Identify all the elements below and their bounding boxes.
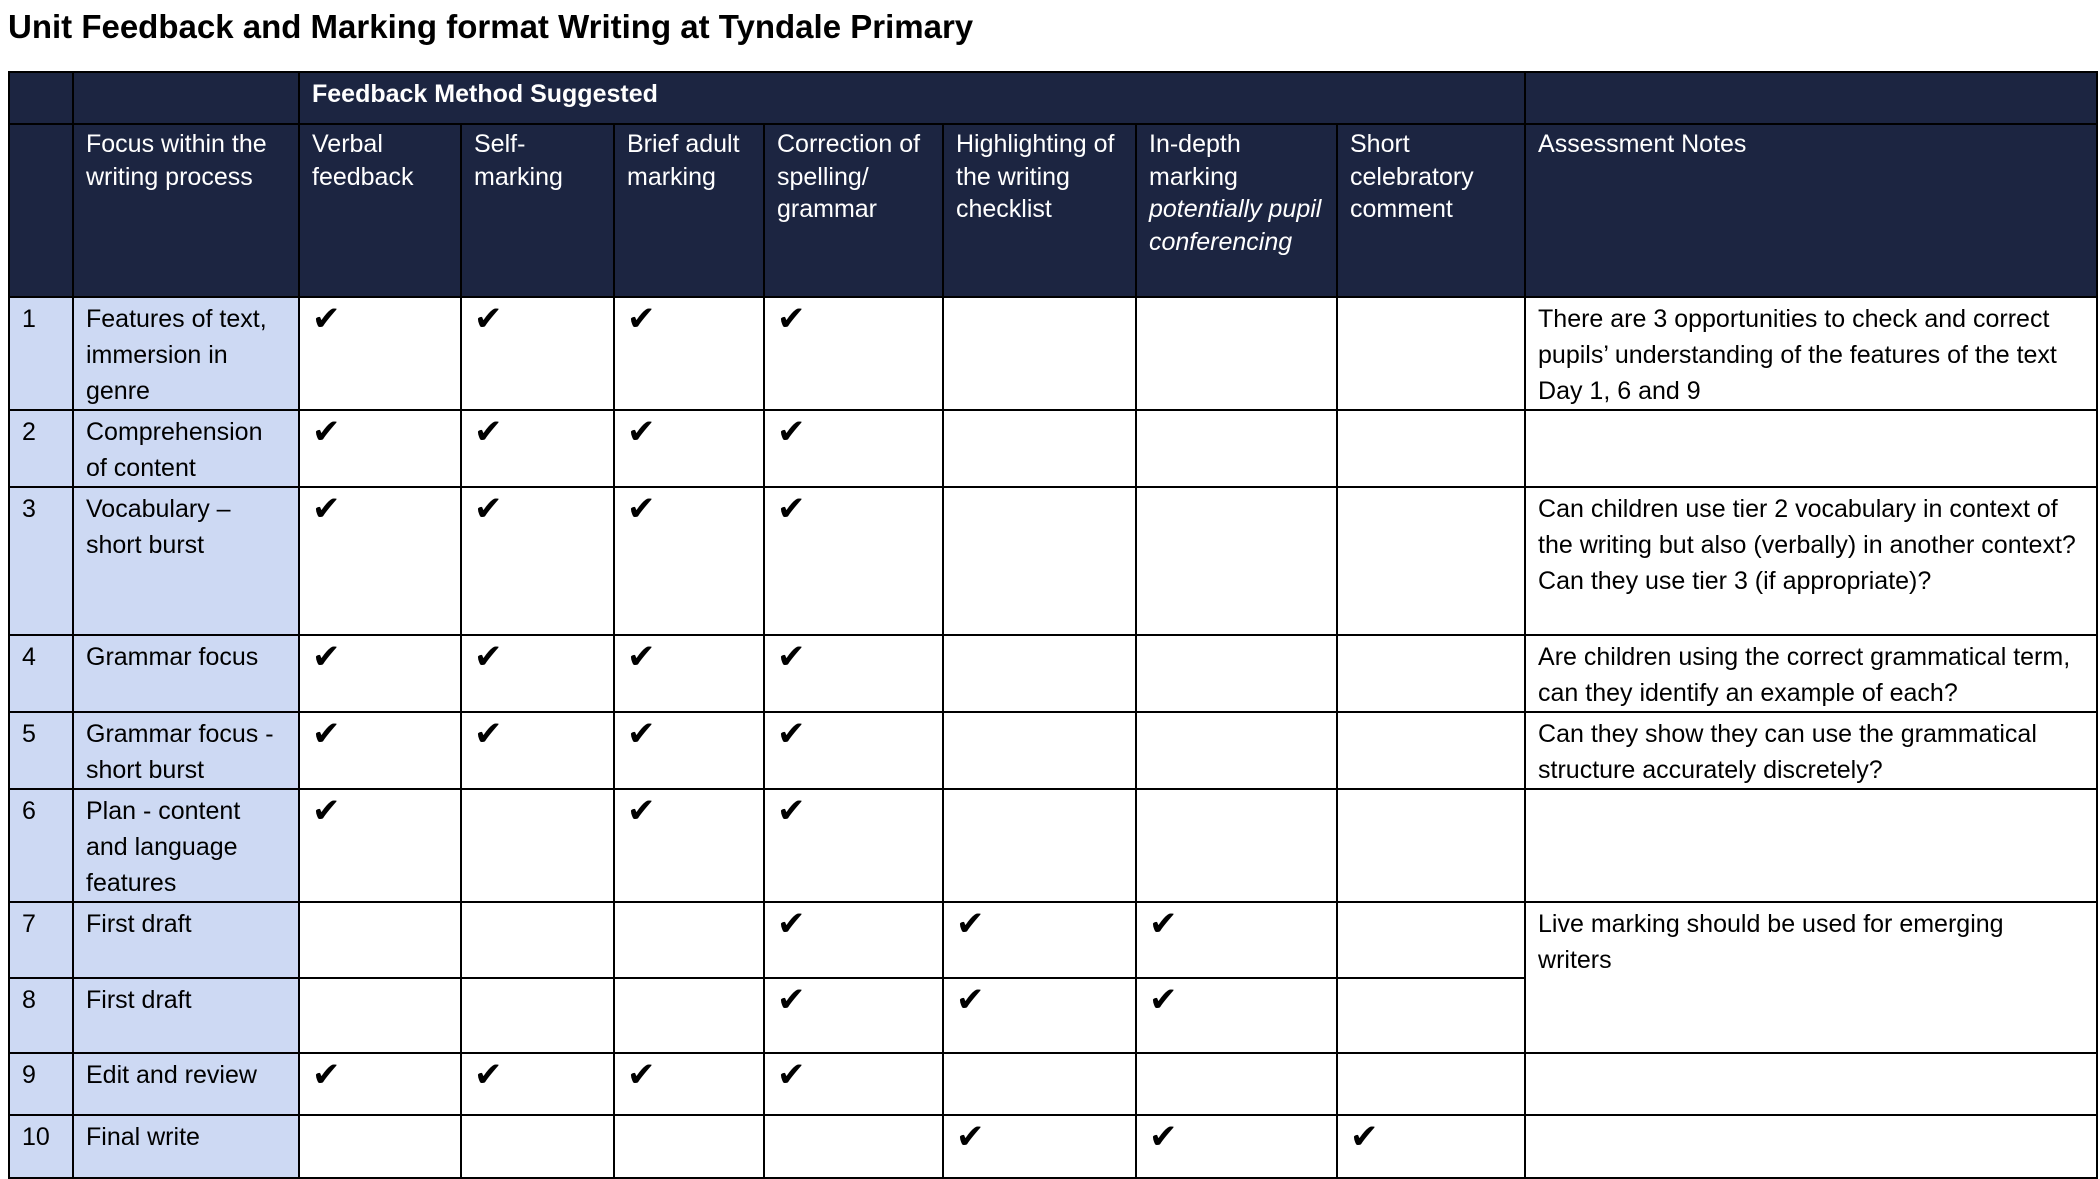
cell-verbal (299, 712, 461, 789)
cell-correction (764, 978, 943, 1053)
check-mark-icon: ✔ (312, 714, 341, 754)
cell-indepth (1136, 487, 1337, 635)
check-mark-icon: ✔ (777, 299, 806, 339)
check-mark-icon: ✔ (312, 489, 341, 529)
cell-correction (764, 297, 943, 410)
cell-brief (614, 410, 764, 487)
assessment-notes-cell (1525, 712, 2097, 789)
cell-verbal (299, 978, 461, 1053)
column-header-indepth-italic: potentially pupil conferencing (1149, 195, 1322, 256)
assessment-note-text: Live marking should be used for emerging writers (1538, 910, 2004, 974)
row-focus: Final write (73, 1115, 299, 1178)
check-mark-icon: ✔ (956, 980, 985, 1020)
cell-verbal (299, 635, 461, 712)
cell-brief (614, 902, 764, 978)
cell-indepth (1136, 978, 1337, 1053)
row-focus: Features of text, immersion in genre (73, 297, 299, 410)
row-focus: Grammar focus - short burst (73, 712, 299, 789)
cell-self (461, 902, 614, 978)
check-mark-icon: ✔ (474, 1055, 503, 1095)
check-mark-icon: ✔ (627, 412, 656, 452)
cell-self (461, 1053, 614, 1115)
column-header-verbal: Verbal feedback (299, 124, 461, 297)
cell-brief (614, 487, 764, 635)
check-mark-icon: ✔ (627, 637, 656, 677)
cell-correction (764, 635, 943, 712)
row-number: 8 (9, 978, 73, 1053)
cell-highlighting (943, 635, 1136, 712)
cell-short (1337, 712, 1525, 789)
check-mark-icon: ✔ (777, 904, 806, 944)
assessment-notes-cell (1525, 1115, 2097, 1178)
cell-self (461, 1115, 614, 1178)
row-number: 7 (9, 902, 73, 978)
cell-indepth (1136, 902, 1337, 978)
table-row (9, 410, 2097, 487)
cell-self (461, 789, 614, 902)
assessment-notes-cell (1525, 789, 2097, 902)
cell-highlighting (943, 978, 1136, 1053)
check-mark-icon: ✔ (777, 714, 806, 754)
cell-indepth (1136, 1053, 1337, 1115)
cell-indepth (1136, 789, 1337, 902)
cell-self (461, 410, 614, 487)
cell-correction (764, 902, 943, 978)
cell-verbal (299, 487, 461, 635)
cell-short (1337, 487, 1525, 635)
check-mark-icon: ✔ (474, 637, 503, 677)
cell-highlighting (943, 410, 1136, 487)
cell-highlighting (943, 712, 1136, 789)
column-header-notes: Assessment Notes (1525, 124, 2097, 297)
check-mark-icon: ✔ (777, 1055, 806, 1095)
check-mark-icon: ✔ (777, 791, 806, 831)
check-mark-icon: ✔ (312, 1055, 341, 1095)
cell-brief (614, 635, 764, 712)
check-mark-icon: ✔ (777, 412, 806, 452)
cell-self (461, 978, 614, 1053)
column-header-highlighting: Highlighting of the writing checklist (943, 124, 1136, 297)
check-mark-icon: ✔ (312, 299, 341, 339)
column-header-correction: Correction of spelling/ grammar (764, 124, 943, 297)
column-header-indepth (1136, 124, 1337, 297)
group-header-empty-num (9, 72, 73, 124)
cell-highlighting (943, 902, 1136, 978)
check-mark-icon: ✔ (474, 412, 503, 452)
row-focus: Edit and review (73, 1053, 299, 1115)
assessment-note-text: There are 3 opportunities to check and correct pupils’ understanding of the features of the text Day 1, 6 and 9 (1538, 305, 2057, 405)
column-header-row (9, 124, 2097, 297)
cell-verbal (299, 410, 461, 487)
cell-short (1337, 1115, 1525, 1178)
row-focus: First draft (73, 978, 299, 1053)
cell-self (461, 297, 614, 410)
cell-brief (614, 297, 764, 410)
cell-brief (614, 789, 764, 902)
cell-short (1337, 410, 1525, 487)
check-mark-icon: ✔ (474, 299, 503, 339)
check-mark-icon: ✔ (777, 980, 806, 1020)
row-number: 10 (9, 1115, 73, 1178)
column-header-brief: Brief adult marking (614, 124, 764, 297)
cell-short (1337, 789, 1525, 902)
table-row (9, 789, 2097, 902)
assessment-notes-cell (1525, 487, 2097, 635)
cell-self (461, 712, 614, 789)
group-header-empty-notes (1525, 72, 2097, 124)
check-mark-icon: ✔ (777, 637, 806, 677)
check-mark-icon: ✔ (627, 791, 656, 831)
cell-short (1337, 978, 1525, 1053)
check-mark-icon: ✔ (1149, 1117, 1178, 1157)
table-row (9, 1115, 2097, 1178)
row-number: 3 (9, 487, 73, 635)
column-header-self: Self-marking (461, 124, 614, 297)
table-row (9, 1053, 2097, 1115)
cell-short (1337, 297, 1525, 410)
check-mark-icon: ✔ (312, 412, 341, 452)
cell-verbal (299, 902, 461, 978)
column-header-num (9, 124, 73, 297)
check-mark-icon: ✔ (627, 714, 656, 754)
check-mark-icon: ✔ (627, 1055, 656, 1095)
check-mark-icon: ✔ (474, 489, 503, 529)
check-mark-icon: ✔ (777, 489, 806, 529)
table-row (9, 297, 2097, 410)
cell-highlighting (943, 1053, 1136, 1115)
cell-brief (614, 712, 764, 789)
column-header-short: Short celebratory comment (1337, 124, 1525, 297)
group-header-label: Feedback Method Suggested (312, 80, 658, 108)
table-row (9, 487, 2097, 635)
cell-short (1337, 1053, 1525, 1115)
row-number: 9 (9, 1053, 73, 1115)
row-focus: Comprehension of content (73, 410, 299, 487)
table-row (9, 902, 2097, 978)
row-number: 4 (9, 635, 73, 712)
row-number: 2 (9, 410, 73, 487)
check-mark-icon: ✔ (1149, 904, 1178, 944)
check-mark-icon: ✔ (474, 714, 503, 754)
assessment-note-text: Are children using the correct grammatical term, can they identify an example of each? (1538, 643, 2071, 707)
cell-indepth (1136, 297, 1337, 410)
check-mark-icon: ✔ (627, 489, 656, 529)
cell-brief (614, 978, 764, 1053)
cell-brief (614, 1053, 764, 1115)
row-focus: Vocabulary – short burst (73, 487, 299, 635)
cell-correction (764, 410, 943, 487)
check-mark-icon: ✔ (312, 791, 341, 831)
row-number: 6 (9, 789, 73, 902)
cell-brief (614, 1115, 764, 1178)
group-header-feedback-method (299, 72, 1525, 124)
cell-correction (764, 1053, 943, 1115)
cell-self (461, 487, 614, 635)
cell-verbal (299, 1053, 461, 1115)
cell-indepth (1136, 1115, 1337, 1178)
cell-indepth (1136, 712, 1337, 789)
cell-verbal (299, 297, 461, 410)
assessment-note-text-2: Can they use tier 3 (if appropriate)? (1538, 567, 1932, 595)
group-header-row (9, 72, 2097, 124)
cell-indepth (1136, 635, 1337, 712)
cell-verbal (299, 789, 461, 902)
cell-highlighting (943, 1115, 1136, 1178)
row-number: 1 (9, 297, 73, 410)
cell-correction (764, 487, 943, 635)
assessment-notes-cell (1525, 297, 2097, 410)
group-header-empty-focus (73, 72, 299, 124)
row-focus: Plan - content and language features (73, 789, 299, 902)
assessment-notes-cell (1525, 1053, 2097, 1115)
check-mark-icon: ✔ (627, 299, 656, 339)
cell-self (461, 635, 614, 712)
check-mark-icon: ✔ (1149, 980, 1178, 1020)
check-mark-icon: ✔ (956, 904, 985, 944)
cell-indepth (1136, 410, 1337, 487)
row-focus: First draft (73, 902, 299, 978)
cell-correction (764, 789, 943, 902)
assessment-notes-cell (1525, 902, 2097, 1053)
assessment-note-text: Can children use tier 2 vocabulary in context of the writing but also (verbally) in another context? (1538, 495, 2076, 559)
feedback-table (8, 71, 2098, 1179)
cell-short (1337, 902, 1525, 978)
column-header-focus: Focus within the writing process (73, 124, 299, 297)
row-number: 5 (9, 712, 73, 789)
assessment-notes-cell (1525, 635, 2097, 712)
table-row (9, 635, 2097, 712)
check-mark-icon: ✔ (956, 1117, 985, 1157)
check-mark-icon: ✔ (1350, 1117, 1379, 1157)
page-title: Unit Feedback and Marking format Writing at Tyndale Primary (8, 8, 974, 45)
cell-short (1337, 635, 1525, 712)
cell-highlighting (943, 487, 1136, 635)
cell-highlighting (943, 297, 1136, 410)
row-focus: Grammar focus (73, 635, 299, 712)
assessment-note-text: Can they show they can use the grammatical structure accurately discretely? (1538, 720, 2037, 784)
assessment-notes-cell (1525, 410, 2097, 487)
cell-correction (764, 712, 943, 789)
table-row (9, 712, 2097, 789)
cell-correction (764, 1115, 943, 1178)
cell-verbal (299, 1115, 461, 1178)
cell-highlighting (943, 789, 1136, 902)
column-header-indepth-main: In-depth marking (1149, 130, 1241, 191)
check-mark-icon: ✔ (312, 637, 341, 677)
